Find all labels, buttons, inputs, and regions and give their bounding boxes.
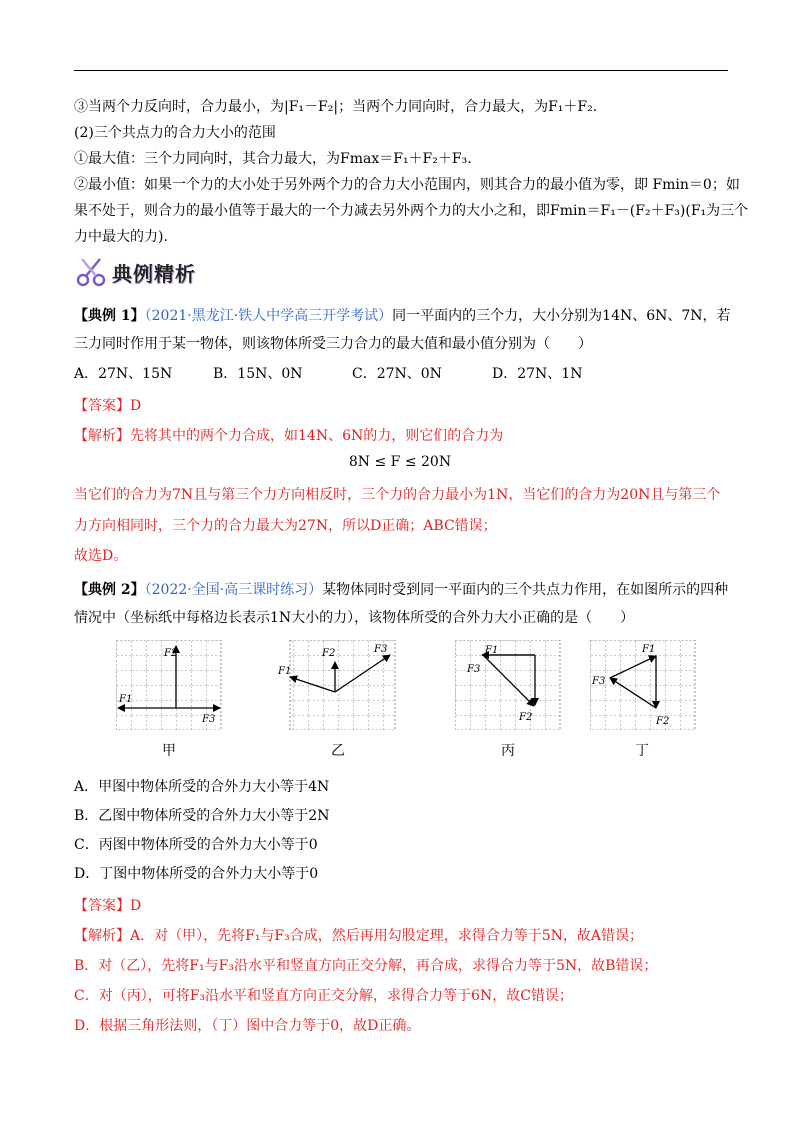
ex1-option-b: B．15N、0N	[213, 366, 303, 382]
ex2-analysis-3: C．对（丙），可将F₃沿水平和竖直方向正交分解，求得合力等于6N，故C错误；	[74, 988, 573, 1004]
intro-line-6: 力中最大的力).	[74, 229, 168, 245]
caption-yi: 乙	[331, 743, 345, 759]
yi-f2-label: F2	[322, 648, 336, 659]
ex2-analysis-1: 【解析】A．对（甲），先将F₁与F₃合成，然后再用勾股定理，求得合力等于5N，故A错误；	[74, 928, 644, 944]
ex1-analysis-1: 【解析】先将其中的两个力合成，如14N、6N的力，则它们的合力为	[74, 428, 504, 444]
ex1-analysis-3: 力方向相同时，三个力的合力最大为27N，所以D正确；ABC错误；	[74, 518, 497, 534]
ex1-tag: 【典例 1】	[74, 308, 145, 324]
jia-f3-label: F3	[202, 714, 216, 725]
jia-f2-label: F2	[164, 648, 178, 659]
figure-yi	[278, 640, 398, 730]
ex1-option-d: D．27N、1N	[492, 366, 583, 382]
ex1-source: （2021·黑龙江·铁人中学高三开学考试）	[144, 308, 393, 324]
ex2-option-a: A．甲图中物体所受的合外力大小等于4N	[74, 779, 330, 795]
ex1-line-1	[74, 306, 731, 326]
section-heading	[74, 256, 196, 288]
ding-f3-label: F3	[592, 676, 606, 687]
ex1-question-1: 同一平面内的三个力，大小分别为14N、6N、7N，若	[392, 308, 731, 324]
yi-f1-label: F1	[278, 666, 292, 677]
ex2-question-2: 情况中（坐标纸中每格边长表示1N大小的力），该物体所受的合外力大小正确的是（ ）	[74, 610, 635, 626]
intro-line-1: ③当两个力反向时，合力最小，为|F₁－F₂|；当两个力同向时，合力最大，为F₁＋F₂.	[74, 99, 598, 115]
ding-f2-label: F2	[656, 716, 670, 727]
figure-ding	[590, 640, 696, 730]
ex2-analysis-2: B．对（乙），先将F₁与F₃沿水平和竖直方向正交分解，再合成，求得合力等于5N，故B错误；	[74, 958, 658, 974]
ex2-answer: 【答案】D	[74, 898, 142, 914]
bing-f1-label: F1	[485, 645, 499, 656]
ex1-analysis-4: 故选D。	[74, 548, 128, 564]
yi-f3-label: F3	[374, 644, 388, 655]
ex1-question-2: 三力同时作用于某一物体，则该物体所受三力合力的最大值和最小值分别为（ ）	[74, 336, 592, 352]
figure-bing	[455, 640, 561, 730]
ex2-analysis-4: D．根据三角形法则，（丁）图中合力等于0，故D正确。	[74, 1018, 421, 1034]
scissors-icon	[74, 256, 108, 288]
intro-line-4: ②最小值：如果一个力的大小处于另外两个力的合力大小范围内，则其合力的最小值为零，即 Fmin＝0；如	[74, 177, 740, 193]
ex2-tag: 【典例 2】	[74, 582, 145, 598]
intro-line-3: ①最大值：三个力同向时，其合力最大，为Fmax＝F₁＋F₂＋F₃.	[74, 151, 472, 167]
jia-f1-label: F1	[119, 694, 133, 705]
ex1-answer: 【答案】D	[74, 398, 142, 414]
ex1-option-a: A．27N、15N	[74, 366, 173, 382]
ex1-analysis-2: 当它们的合力为7N且与第三个力方向相反时，三个力的合力最小为1N，当它们的合力为20N且与第三个	[74, 487, 721, 503]
intro-line-2: (2)三个共点力的合力大小的范围	[74, 125, 276, 141]
ex1-option-c: C．27N、0N	[352, 366, 442, 382]
ex2-source: （2022·全国·高三课时练习）	[144, 582, 323, 598]
header-rule	[74, 70, 728, 71]
ex1-formula: 8N ≤ F ≤ 20N	[348, 454, 452, 470]
caption-jia: 甲	[162, 743, 176, 759]
caption-bing: 丙	[501, 743, 515, 759]
ex2-option-b: B．乙图中物体所受的合外力大小等于2N	[74, 808, 330, 824]
bing-f2-label: F2	[519, 712, 533, 723]
bing-f3-label: F3	[467, 664, 481, 675]
ex2-option-d: D．丁图中物体所受的合外力大小等于0	[74, 866, 319, 882]
figure-jia	[116, 640, 222, 730]
ex2-question-1: 某物体同时受到同一平面内的三个共点力作用，在如图所示的四种	[322, 582, 729, 598]
ex2-line-1	[74, 580, 728, 600]
section-title: 典例精析	[112, 261, 196, 286]
caption-ding: 丁	[635, 743, 649, 759]
intro-line-5: 果不处于，则合力的最小值等于最大的一个力减去另外两个力的大小之和，即Fmin＝F₁－(F₂＋F₃)(F₁为三个	[74, 203, 749, 219]
ex2-option-c: C．丙图中物体所受的合外力大小等于0	[74, 837, 318, 853]
ding-f1-label: F1	[642, 644, 656, 655]
